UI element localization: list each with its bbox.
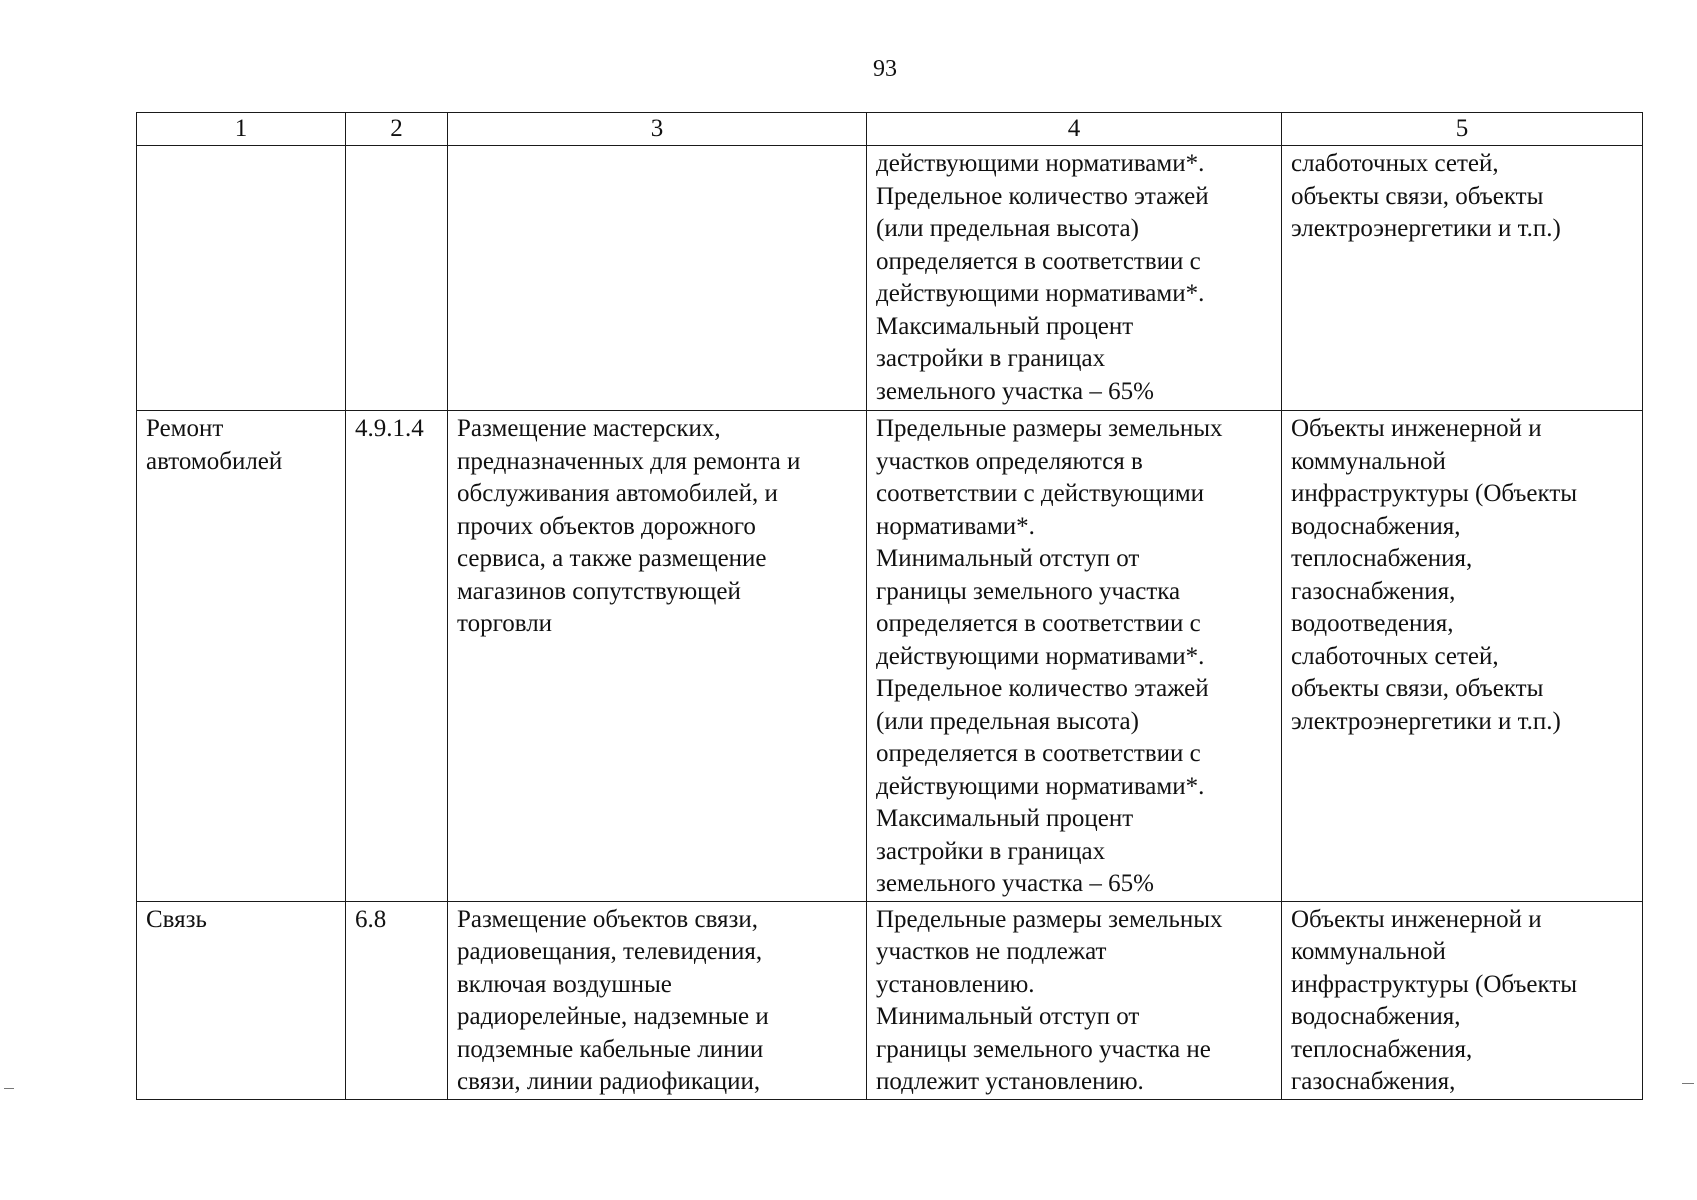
text-line: теплоснабжения, (1291, 545, 1473, 572)
text-line: Объекты инженерной и (1291, 415, 1542, 442)
cell-use-description (448, 411, 867, 902)
cell-parameters (867, 411, 1282, 902)
cell-use-name (137, 411, 346, 902)
text-line: 4.9.1.4 (355, 415, 424, 442)
text-line: газоснабжения, (1291, 1068, 1456, 1095)
cell-parameters (867, 901, 1282, 1099)
cell-auxiliary-uses (1282, 146, 1643, 411)
text-line: земельного участка – 65% (876, 870, 1154, 897)
cell-use-code (346, 901, 448, 1099)
text-line: включая воздушные (457, 970, 672, 998)
cell-use-code (346, 146, 448, 411)
text-line: объекты связи, объекты (1291, 675, 1544, 702)
text-line: Объекты инженерной и (1291, 905, 1542, 933)
text-line: действующими нормативами*. (876, 772, 1205, 800)
text-line: радиовещания, телевидения, (457, 938, 763, 965)
text-line: объекты связи, объекты (1291, 182, 1544, 210)
text-line: определяется в соответствии с (876, 610, 1201, 637)
text-line: (или предельная высота) (876, 215, 1139, 242)
text-line: газоснабжения, (1291, 577, 1456, 605)
cell-use-code (346, 411, 448, 902)
text-line: торговли (457, 610, 553, 637)
cell-use-description (448, 901, 867, 1099)
text-line: (или предельная высота) (876, 707, 1139, 735)
text-line: слаботочных сетей, (1291, 642, 1499, 670)
text-line: Предельное количество этажей (876, 182, 1209, 210)
text-line: предназначенных для ремонта и (457, 447, 801, 475)
header-col-1: 1 (137, 113, 346, 146)
text-line: коммунальной (1291, 447, 1446, 475)
text-line: нормативами*. (876, 512, 1035, 540)
text-line: подземные кабельные линии (457, 1035, 764, 1063)
text-line: установлению. (876, 970, 1035, 998)
text-line: инфраструктуры (Объекты (1291, 480, 1578, 507)
text-line: связи, линии радиофикации, (457, 1068, 761, 1095)
text-line: определяется в соответствии с (876, 740, 1201, 767)
cell-use-name (137, 146, 346, 411)
text-line: теплоснабжения, (1291, 1035, 1473, 1063)
header-col-5: 5 (1282, 113, 1643, 146)
text-line: действующими нормативами*. (876, 280, 1205, 307)
text-line: Предельные размеры земельных (876, 905, 1223, 933)
page-number: 93 (873, 56, 897, 82)
cell-use-name (137, 901, 346, 1099)
text-line: водоотведения, (1291, 610, 1454, 637)
cell-parameters (867, 146, 1282, 411)
text-line: застройки в границах (876, 345, 1106, 372)
text-line: участков не подлежат (876, 938, 1107, 965)
scan-edge-mark-left (4, 1088, 14, 1089)
header-col-3: 3 (448, 113, 867, 146)
text-line: электроэнергетики и т.п.) (1291, 707, 1561, 735)
text-line: Предельное количество этажей (876, 675, 1209, 702)
text-line: электроэнергетики и т.п.) (1291, 215, 1561, 242)
text-line: Минимальный отступ от (876, 1003, 1140, 1030)
table-row-car-repair (137, 411, 1643, 902)
header-col-2: 2 (346, 113, 448, 146)
text-line: инфраструктуры (Объекты (1291, 970, 1578, 998)
text-line: автомобилей (146, 447, 283, 475)
text-line: Размещение объектов связи, (457, 905, 759, 933)
text-line: земельного участка – 65% (876, 377, 1154, 405)
text-line: водоснабжения, (1291, 512, 1461, 540)
zoning-table (136, 112, 1643, 1100)
scan-edge-mark-right (1682, 1083, 1694, 1084)
text-line: действующими нормативами*. (876, 150, 1205, 177)
text-line: сервиса, а также размещение (457, 545, 767, 572)
text-line: прочих объектов дорожного (457, 512, 756, 540)
text-line: магазинов сопутствующей (457, 577, 741, 605)
text-line: 6.8 (355, 905, 387, 933)
text-line: границы земельного участка (876, 577, 1181, 605)
table-row-continuation (137, 146, 1643, 411)
text-line: подлежит установлению. (876, 1068, 1144, 1095)
table-header-row (137, 113, 1643, 146)
text-line: границы земельного участка не (876, 1035, 1211, 1063)
cell-auxiliary-uses (1282, 411, 1643, 902)
text-line: Максимальный процент (876, 805, 1134, 832)
text-line: Размещение мастерских, (457, 415, 721, 442)
text-line: Связь (146, 905, 207, 933)
text-line: обслуживания автомобилей, и (457, 480, 778, 507)
table-row-communications (137, 901, 1643, 1099)
text-line: определяется в соответствии с (876, 247, 1201, 275)
text-line: слаботочных сетей, (1291, 150, 1499, 177)
text-line: радиорелейные, надземные и (457, 1003, 769, 1030)
header-col-4: 4 (867, 113, 1282, 146)
text-line: участков определяются в (876, 447, 1143, 475)
cell-use-description (448, 146, 867, 411)
text-line: застройки в границах (876, 837, 1106, 865)
text-line: Минимальный отступ от (876, 545, 1140, 572)
text-line: соответствии с действующими (876, 480, 1205, 507)
text-line: водоснабжения, (1291, 1003, 1461, 1030)
text-line: Ремонт (146, 415, 224, 442)
text-line: Максимальный процент (876, 312, 1134, 340)
cell-auxiliary-uses (1282, 901, 1643, 1099)
text-line: действующими нормативами*. (876, 642, 1205, 670)
text-line: коммунальной (1291, 938, 1446, 965)
text-line: Предельные размеры земельных (876, 415, 1223, 442)
